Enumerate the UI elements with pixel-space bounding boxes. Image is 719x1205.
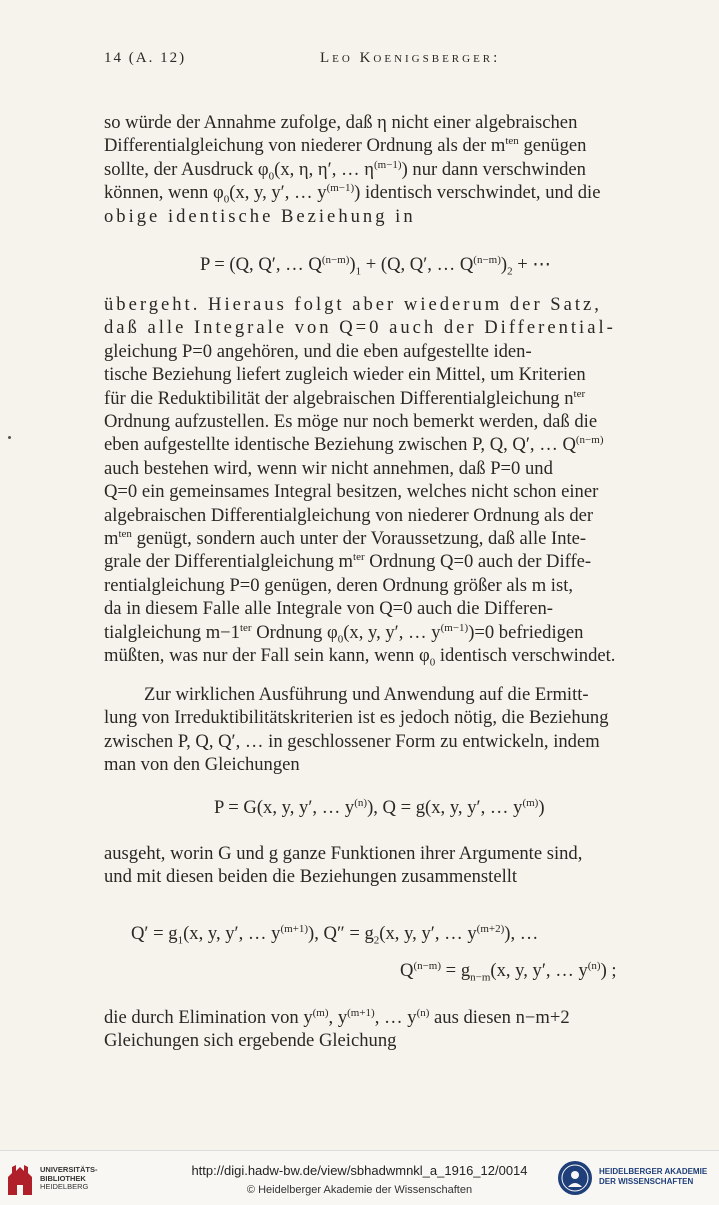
text-line: tische Beziehung liefert zugleich wieder ein Mittel, um Kriterien xyxy=(104,364,586,386)
superscript: (n−m) xyxy=(321,253,350,266)
formula-part: = g xyxy=(441,960,471,981)
superscript: (m+1) xyxy=(280,922,309,935)
uni-line: UNIVERSITÄTS- xyxy=(40,1165,98,1174)
text-line: lung von Irreduktibilitätskriterien ist es jedoch nötig, die Beziehung xyxy=(104,707,609,729)
subscript: 0 xyxy=(268,170,275,183)
formula-part: P = G(x, y, y′, … y xyxy=(214,797,355,818)
paragraph-2 xyxy=(104,293,670,668)
formula-part: Q xyxy=(400,960,414,981)
footer xyxy=(0,1150,719,1205)
formula-part: ) xyxy=(349,254,356,275)
formula-part: P = (Q, Q′, … Q xyxy=(200,254,322,275)
text-line: , y xyxy=(328,1007,348,1028)
superscript: (n) xyxy=(416,1006,430,1019)
formula-part: ) xyxy=(538,797,545,818)
superscript: (n) xyxy=(587,959,601,972)
formula-part: Q′ = g xyxy=(131,923,178,944)
text-line: eben aufgestellte identische Beziehung zwischen P, Q, Q′, … Q xyxy=(104,434,576,456)
text-line: , … y xyxy=(374,1007,417,1028)
uni-line: HEIDELBERG xyxy=(40,1182,89,1191)
text-line: )=0 befriedigen xyxy=(468,621,584,643)
text-line: ) nur dann verschwinden xyxy=(401,158,586,180)
formula-3-line-1 xyxy=(131,923,538,945)
page-reference: 14 (A. 12) xyxy=(104,50,187,66)
formula-part: ) ; xyxy=(600,960,617,981)
text-line: und mit diesen beiden die Beziehungen zusammenstellt xyxy=(104,866,518,888)
subscript: 0 xyxy=(429,656,436,669)
text-line: können, wenn φ xyxy=(104,182,224,204)
page-header xyxy=(104,50,670,72)
text-line: (x, η, η′, … η xyxy=(274,158,374,180)
formula-3-line-2 xyxy=(400,960,617,982)
paragraph-3 xyxy=(104,683,670,777)
text-line: man von den Gleichungen xyxy=(104,754,300,776)
superscript: ten xyxy=(118,527,132,540)
text-line: Q=0 ein gemeinsames Integral besitzen, welches nicht schon einer xyxy=(104,481,599,503)
text-line: (x, y, y′, … y xyxy=(343,621,441,643)
text-line: Zur wirklichen Ausführung und Anwendung auf die Ermitt- xyxy=(144,684,589,705)
academy-name xyxy=(599,1167,707,1187)
text-line: da in diesem Falle alle Integrale von Q=0 auch die Differen- xyxy=(104,598,553,620)
formula-part: ), Q = g(x, y, y′, … y xyxy=(367,797,523,818)
text-line: rentialgleichung P=0 genügen, deren Ordnung größer als m ist, xyxy=(104,574,574,596)
formula-2 xyxy=(214,797,545,819)
text-line: algebraischen Differentialgleichung von niederer Ordnung als der xyxy=(104,504,594,526)
superscript: (n) xyxy=(354,796,368,809)
superscript: (n−m) xyxy=(575,434,604,447)
superscript: (m) xyxy=(312,1006,329,1019)
text-line: die durch Elimination von y xyxy=(104,1007,313,1028)
permalink-url[interactable]: http://digi.hadw-bw.de/view/sbhadwmnkl_a_1916_12/0014 xyxy=(191,1163,528,1178)
formula-part: + (Q, Q′, … Q xyxy=(361,254,474,275)
copyright-notice: © Heidelberger Akademie der Wissenschaften xyxy=(246,1184,473,1196)
text-line: aus diesen n−m+2 xyxy=(429,1007,570,1028)
text-line: daß alle Integrale von Q=0 auch der Differential- xyxy=(104,317,616,339)
subscript: n−m xyxy=(470,971,491,984)
academy-line: HEIDELBERGER AKADEMIE xyxy=(599,1167,708,1176)
text-line: Ordnung Q=0 auch der Diffe- xyxy=(364,551,592,573)
superscript: (n−m) xyxy=(473,253,501,266)
formula-part: (x, y, y′, … y xyxy=(490,960,588,981)
formula-part: + ⋯ xyxy=(512,254,551,275)
superscript: (m+2) xyxy=(476,922,505,935)
text-line: grale der Differentialgleichung m xyxy=(104,551,354,573)
superscript: (n−m) xyxy=(413,959,442,972)
running-title: Leo Koenigsberger: xyxy=(320,50,501,66)
subscript: 2 xyxy=(507,265,513,278)
formula-part: ), Q″ = g xyxy=(308,923,374,944)
formula-part: (x, y, y′, … y xyxy=(183,923,281,944)
paragraph-4 xyxy=(104,842,670,889)
superscript: (m−1) xyxy=(440,621,469,634)
text-line: für die Reduktibilität der algebraischen Differentialgleichung n xyxy=(104,387,574,409)
superscript: ter xyxy=(573,387,586,400)
text-line: zwischen P, Q, Q′, … in geschlossener Form zu entwickeln, indem xyxy=(104,730,600,752)
text-line: genügen xyxy=(518,135,587,157)
formula-part: (x, y, y′, … y xyxy=(379,923,477,944)
subscript: 2 xyxy=(373,934,380,947)
academy-seal-icon[interactable] xyxy=(557,1160,593,1196)
text-line: auch bestehen wird, wenn wir nicht annehmen, daß P=0 und xyxy=(104,457,553,479)
academy-line: DER WISSENSCHAFTEN xyxy=(599,1177,694,1186)
superscript: ter xyxy=(353,551,365,564)
superscript: (m−1) xyxy=(374,158,402,171)
text-line: identisch verschwindet. xyxy=(435,645,616,667)
formula-part: ), … xyxy=(504,923,539,944)
superscript: (m) xyxy=(522,796,539,809)
subscript: 1 xyxy=(177,934,184,947)
subscript: 1 xyxy=(355,265,362,278)
subscript: 0 xyxy=(337,633,344,646)
text-line: sollte, der Ausdruck φ xyxy=(104,158,269,180)
formula-part: ) xyxy=(500,254,508,275)
text-line: Differentialgleichung von niederer Ordnung als der m xyxy=(104,135,506,157)
uni-line: BIBLIOTHEK xyxy=(40,1173,86,1183)
text-line: tialgleichung m−1 xyxy=(104,621,240,643)
text-line: Ordnung aufzustellen. Es möge nur noch bemerkt werden, daß die xyxy=(104,411,598,433)
superscript: (m+1) xyxy=(347,1006,375,1019)
superscript: ten xyxy=(505,135,519,148)
text-line: genügt, sondern auch unter der Voraussetzung, daß alle Inte- xyxy=(131,528,587,550)
text-line: (x, y, y′, … y xyxy=(229,182,327,204)
text-line: übergeht. Hieraus folgt aber wiederum der Satz, xyxy=(104,294,602,315)
margin-speck xyxy=(8,436,11,439)
text-line: Ordnung φ xyxy=(251,621,338,643)
text-line: obige identische Beziehung in xyxy=(104,205,416,227)
superscript: (m−1) xyxy=(326,182,355,195)
superscript: ter xyxy=(239,621,252,634)
paragraph-5 xyxy=(104,1006,670,1053)
text-line: Gleichungen sich ergebende Gleichung xyxy=(104,1030,397,1052)
text-line: m xyxy=(104,528,119,550)
text-line: gleichung P=0 angehören, und die eben aufgestellte iden- xyxy=(104,340,532,362)
text-line: ausgeht, worin G und g ganze Funktionen ihrer Argumente sind, xyxy=(104,843,583,864)
subscript: 0 xyxy=(223,193,230,206)
text-line: ) identisch verschwindet, und die xyxy=(354,182,601,204)
text-line: müßten, was nur der Fall sein kann, wenn φ xyxy=(104,645,430,667)
text-line: so würde der Annahme zufolge, daß η nicht einer algebraischen xyxy=(104,112,578,133)
paragraph-1 xyxy=(104,111,670,228)
formula-1 xyxy=(200,254,551,276)
